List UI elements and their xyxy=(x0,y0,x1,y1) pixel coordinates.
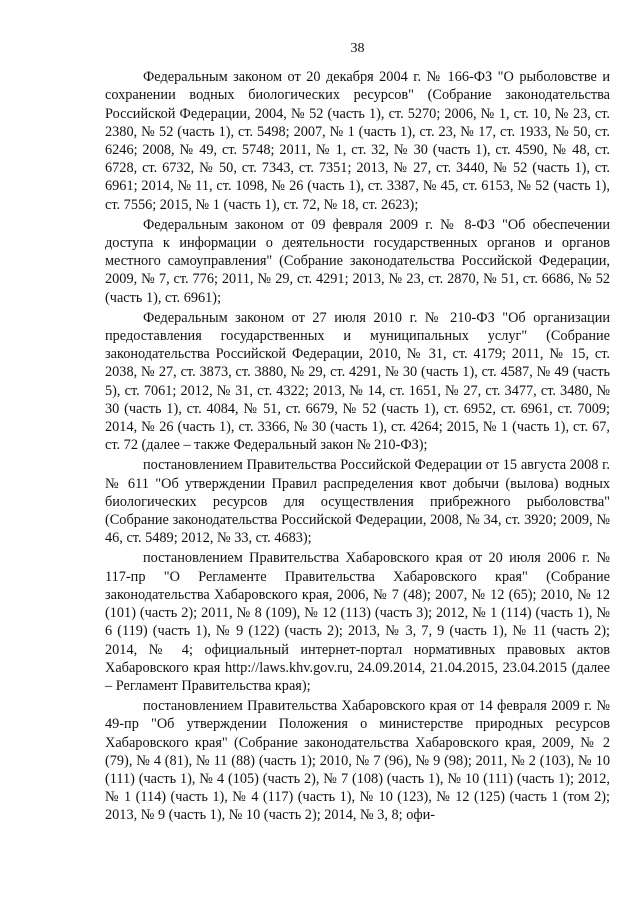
paragraph-khabarovsk-decree-49: постановлением Правительства Хабаровского края от 14 февраля 2009 г. № 49-пр "Об утверждении Положения о министерстве природных ресурсов Хабаровского края" (Собрание законодательства Хабаровского края, 2009, № 2 (79), № 4 (81), № 11 (88) (часть 1); 2010, № 7 (96), № 9 (98); 2011, № 2 (103), № 10 (111) (часть 1), № 4 (105) (часть 2), № 7 (108) (часть 1), № 10 (111) (часть 1); 2012, № 1 (114) (часть 1), № 4 (117) (часть 1), № 10 (123), № 12 (125) (часть 1 (том 2); 2013, № 9 (часть 1), № 10 (часть 2); 2014, № 3, 8; офи- xyxy=(105,698,610,824)
paragraph-federal-law-210: Федеральным законом от 27 июля 2010 г. № 210-ФЗ "Об организации предоставления государственных и муниципальных услуг" (Собрание законодательства Российской Федерации, 2010, № 31, ст. 4179; 2011, № 15, ст. 2038, № 27, ст. 3873, ст. 3880, № 29, ст. 4291, № 30 (часть 1), ст. 4587, № 49 (часть 5), ст. 7061; 2012, № 31, ст. 4322; 2013, № 14, ст. 1651, № 27, ст. 3477, ст. 3480, № 30 (часть 1), ст. 4084, № 51, ст. 6679, № 52 (часть 1), ст. 6952, ст. 6961, ст. 7009; 2014, № 26 (часть 1), ст. 3366, № 30 (часть 1), ст. 4264; 2015, № 1 (часть 1), ст. 67, ст. 72 (далее – также Федеральный закон № 210-ФЗ); xyxy=(105,309,610,454)
paragraph-khabarovsk-decree-117: постановлением Правительства Хабаровского края от 20 июля 2006 г. № 117-пр "О Регламенте Правительства Хабаровского края" (Собрание законодательства Хабаровского края, 2006, № 7 (48); 2007, № 12 (65); 2010, № 12 (101) (часть 2); 2011, № 8 (109), № 12 (113) (часть 3); 2012, № 1 (114) (часть 1), № 6 (119) (часть 1), № 9 (122) (часть 2); 2013, № 3, 7, 9 (часть 1), № 11 (часть 2); 2014, № 4; официальный интернет-портал нормативных правовых актов Хабаровского края http://laws.khv.gov.ru, 24.09.2014, 21.04.2015, 23.04.2015 (далее – Регламент Правительства края); xyxy=(105,550,610,694)
paragraph-government-decree-611: постановлением Правительства Российской Федерации от 15 августа 2008 г. № 611 "Об утверждении Правил распределения квот добычи (вылова) водных биологических ресурсов для осуществления прибрежного рыболовства" (Собрание законодательства Российской Федерации, 2008, № 34, ст. 3920; 2009, № 46, ст. 5489; 2012, № 33, ст. 4683); xyxy=(105,457,610,547)
page-number: 38 xyxy=(350,41,365,56)
document-page xyxy=(105,40,610,827)
paragraph-federal-law-8: Федеральным законом от 09 февраля 2009 г. № 8-ФЗ "Об обеспечении доступа к информации о деятельности государственных органов и органов местного самоуправления" (Собрание законодательства Российской Федерации, 2009, № 7, ст. 776; 2011, № 29, ст. 4291; 2013, № 23, ст. 2870, № 51, ст. 6686, № 52 (часть 1), ст. 6961); xyxy=(105,216,610,306)
paragraph-federal-law-166: Федеральным законом от 20 декабря 2004 г. № 166-ФЗ "О рыболовстве и сохранении водных биологических ресурсов" (Собрание законодательства Российской Федерации, 2004, № 52 (часть 1), ст. 5270; 2006, № 1, ст. 10, № 23, ст. 2380, № 52 (часть 1), ст. 5498; 2007, № 1 (часть 1), ст. 23, № 17, ст. 1933, № 50, ст. 6246; 2008, № 49, ст. 5748; 2011, № 1, ст. 32, № 30 (часть 1), ст. 4590, № 48, ст. 6728, ст. 6732, № 50, ст. 7343, ст. 7351; 2013, № 27, ст. 3440, № 52 (часть 1), ст. 6961; 2014, № 11, ст. 1098, № 26 (часть 1), ст. 3387, № 45, ст. 6153, № 52 (часть 1), ст. 7556; 2015, № 1 (часть 1), ст. 72, № 18, ст. 2623); xyxy=(105,69,610,213)
